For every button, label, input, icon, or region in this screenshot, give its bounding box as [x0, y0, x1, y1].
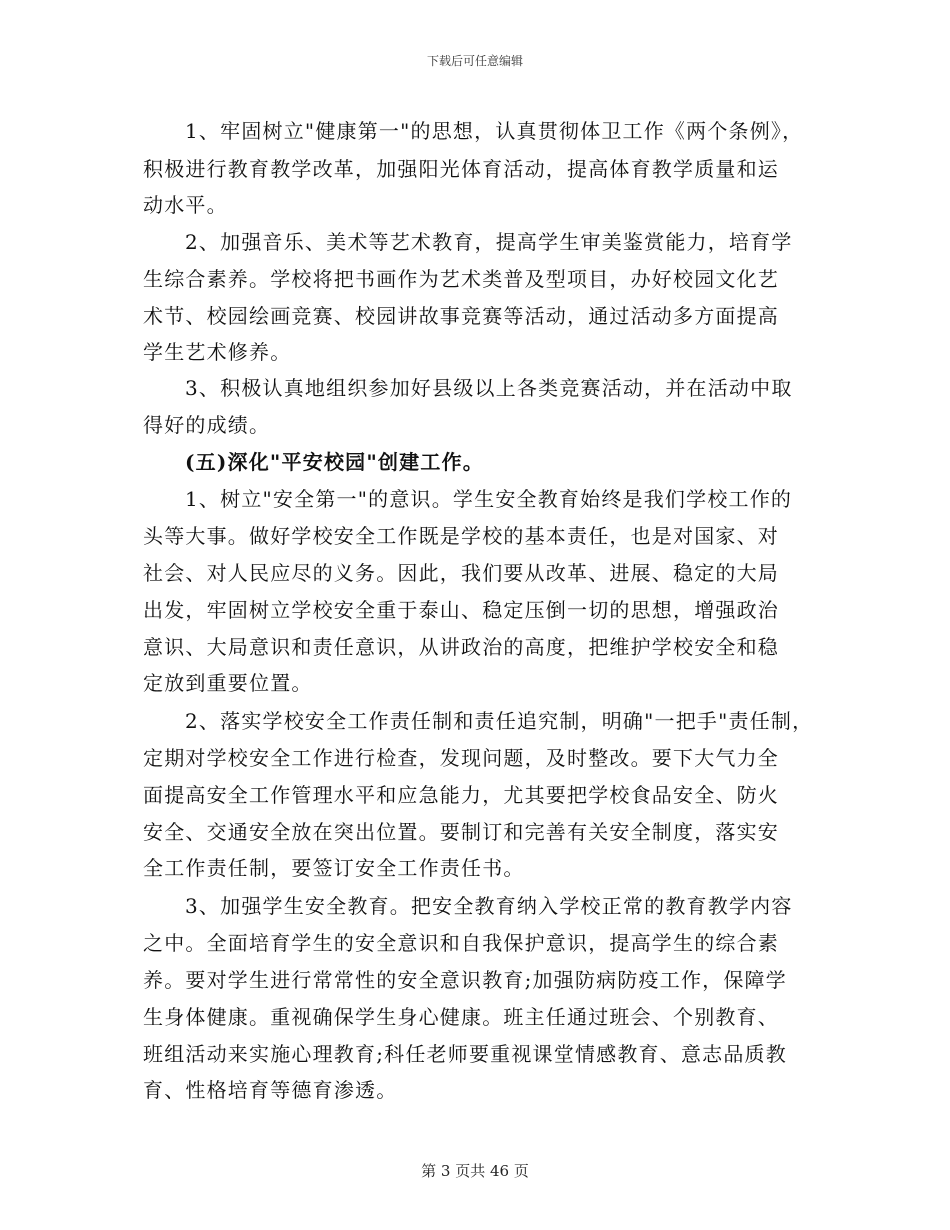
paragraph-line: 动水平。: [143, 193, 228, 217]
paragraph-line: 育、性格培育等德育渗透。: [143, 1078, 398, 1102]
paragraph-line: 养。要对学生进行常常性的安全意识教育;加强防病防疫工作，保障学: [143, 968, 787, 992]
paragraph-line: 面提高安全工作管理水平和应急能力，尤其要把学校食品安全、防火: [143, 783, 779, 807]
paragraph-line: 头等大事。做好学校安全工作既是学校的基本责任，也是对国家、对: [143, 524, 779, 548]
paragraph-line: 班组活动来实施心理教育;科任老师要重视课堂情感教育、意志品质教: [143, 1042, 787, 1066]
paragraph-line: 术节、校园绘画竞赛、校园讲故事竞赛等活动，通过活动多方面提高: [143, 304, 779, 328]
paragraph-line: 意识、大局意识和责任意识，从讲政治的高度，把维护学校安全和稳: [143, 635, 779, 659]
paragraph-line: 生综合素养。学校将把书画作为艺术类普及型项目，办好校园文化艺: [143, 267, 779, 291]
section-heading: (五)深化"平安校园"创建工作。: [185, 450, 484, 474]
paragraph-line: 1、牢固树立"健康第一"的思想，认真贯彻体卫工作《两个条例》，: [185, 119, 804, 143]
paragraph-line: 3、积极认真地组织参加好县级以上各类竞赛活动，并在活动中取: [185, 376, 793, 400]
paragraph-line: 之中。全面培育学生的安全意识和自我保护意识，提高学生的综合素: [143, 931, 779, 955]
paragraph-line: 2、落实学校安全工作责任制和责任追究制，明确"一把手"责任制，: [185, 709, 814, 733]
page-number-footer: 第 3 页共 46 页: [421, 1162, 529, 1180]
paragraph-line: 3、加强学生安全教育。把安全教育纳入学校正常的教育教学内容: [185, 894, 793, 918]
paragraph-line: 得好的成绩。: [143, 413, 271, 437]
paragraph-line: 安全、交通安全放在突出位置。要制订和完善有关安全制度，落实安: [143, 820, 779, 844]
paragraph-line: 1、树立"安全第一"的意识。学生安全教育始终是我们学校工作的: [185, 487, 793, 511]
paragraph-line: 生身体健康。重视确保学生身心健康。班主任通过班会、个别教育、: [143, 1005, 779, 1029]
paragraph-line: 学生艺术修养。: [143, 340, 292, 364]
paragraph-line: 定放到重要位置。: [143, 671, 313, 695]
paragraph-line: 出发，牢固树立学校安全重于泰山、稳定压倒一切的思想，增强政治: [143, 598, 779, 622]
paragraph-line: 定期对学校安全工作进行检查，发现问题，及时整改。要下大气力全: [143, 746, 779, 770]
page-header: 下载后可任意编辑: [426, 54, 523, 68]
paragraph-line: 2、加强音乐、美术等艺术教育，提高学生审美鉴赏能力，培育学: [185, 230, 793, 254]
paragraph-line: 积极进行教育教学改革，加强阳光体育活动，提高体育教学质量和运: [143, 157, 779, 181]
paragraph-line: 社会、对人民应尽的义务。因此，我们要从改革、进展、稳定的大局: [143, 561, 779, 585]
paragraph-line: 全工作责任制，要签订安全工作责任书。: [143, 856, 525, 880]
